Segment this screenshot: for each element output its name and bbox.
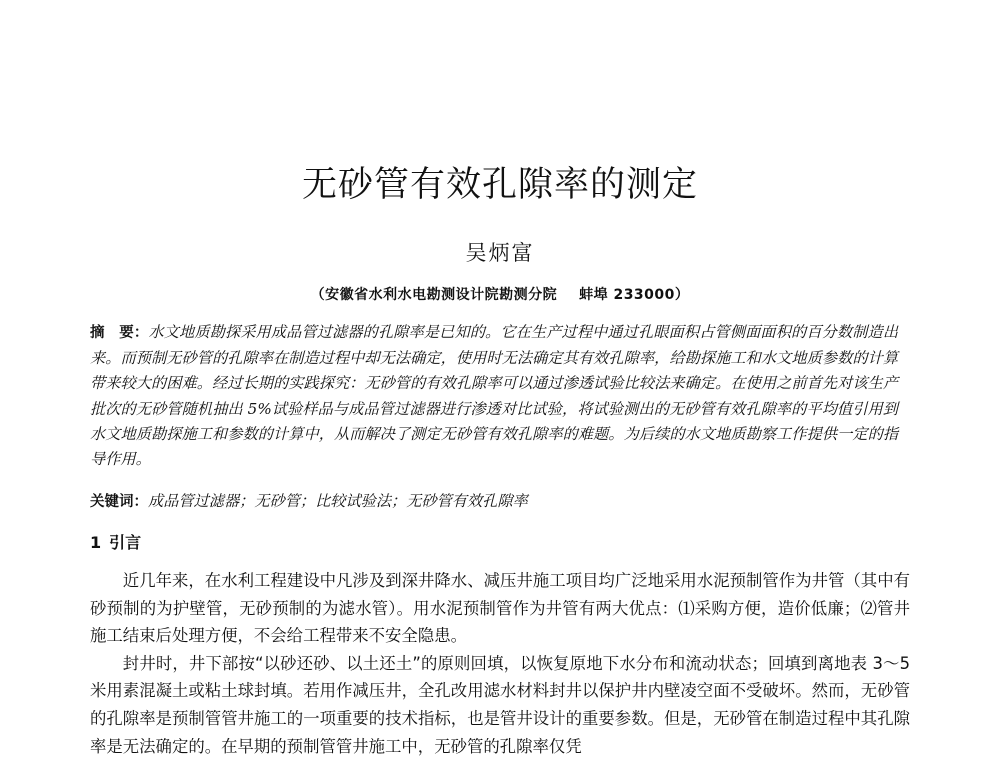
abstract-label: 摘 要： xyxy=(90,325,149,341)
keywords-label: 关键词： xyxy=(90,494,148,510)
section-heading xyxy=(90,530,141,553)
body-paragraph: 封井时，井下部按“以砂还砂、以土还土”的原则回填，以恢复原地下水分布和流动状态；回填到离地表 3～5 米用素混凝土或粘土球封填。若用作减压井，全孔改用滤水材料封井以保护井内壁凌空面不受破坏。然而，无砂管的孔隙率是预制管管井施工的一项重要的技术指标，也是管井设计的重要参数。但是，无砂管在制造过程中其孔隙率是无法确定的。在早期的预制管管井施工中，无砂管的孔隙率仅凭 xyxy=(90,653,910,756)
body-text xyxy=(90,567,910,760)
abstract xyxy=(90,320,898,472)
section-title: 引言 xyxy=(109,533,142,552)
affiliation-org: （安徽省水利水电勘测设计院勘测分院 xyxy=(310,287,558,303)
keywords-text: 成品管过滤器；无砂管；比较试验法；无砂管有效孔隙率 xyxy=(148,492,528,510)
affiliation-location: 蚌埠 233000） xyxy=(579,287,690,303)
paper-title: 无砂管有效孔隙率的测定 xyxy=(301,165,698,205)
abstract-text: 水文地质勘探采用成品管过滤器的孔隙率是已知的。它在生产过程中通过孔眼面积占管侧面面积的百分数制造出来。而预制无砂管的孔隙率在制造过程中却无法确定，使用时无法确定其有效孔隙率，给勘探施工和水文地质参数的计算带来较大的困难。经过长期的实践探究：无砂管的有效孔隙率可以通过渗透试验比较法来确定。在使用之前首先对该生产批次的无砂管随机抽出 5%试验样品与成品管过滤器进行渗透对比试验，将试验测出的无砂管有效孔隙率的平均值引用到水文地质勘探施工和参数的计算中，从而解决了测定无砂管有效孔隙率的难题。为后续的水文地质勘察工作提供一定的指导作用。 xyxy=(90,323,899,469)
section-number: 1 xyxy=(90,533,102,552)
keywords xyxy=(90,489,898,514)
body-paragraph: 近几年来，在水利工程建设中凡涉及到深井降水、减压井施工项目均广泛地采用水泥预制管作为井管（其中有砂预制的为护壁管，无砂预制的为滤水管）。用水泥预制管作为井管有两大优点：⑴采购方便，造价低廉；⑵管井施工结束后处理方便，不会给工程带来不安全隐患。 xyxy=(90,571,910,646)
author-name: 吴炳富 xyxy=(465,241,535,265)
author-affiliation xyxy=(0,284,1000,304)
